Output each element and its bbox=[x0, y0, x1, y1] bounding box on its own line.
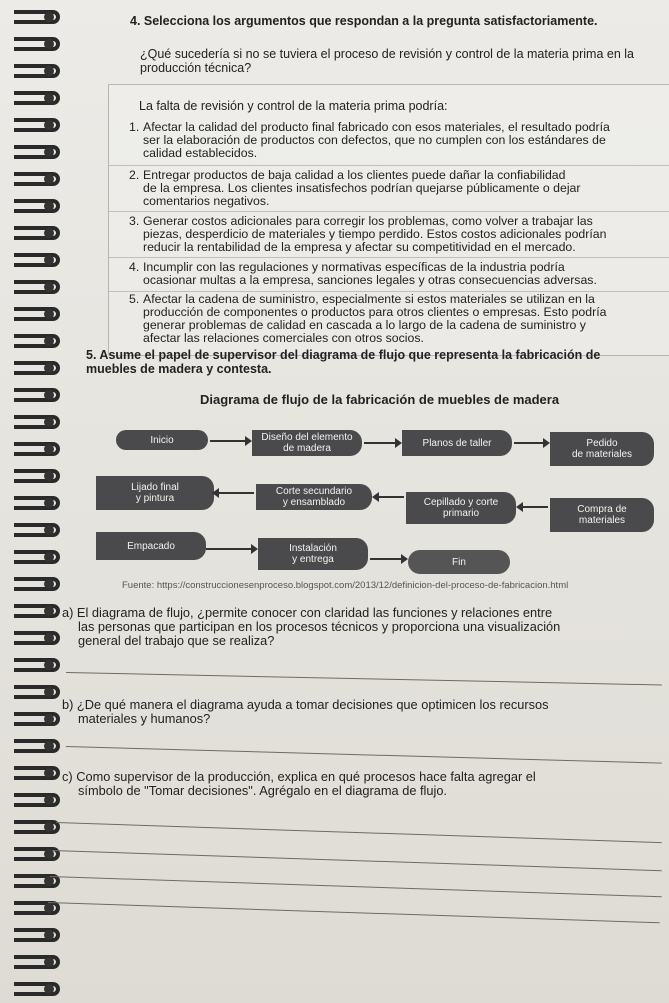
binding-hole bbox=[44, 822, 54, 832]
argument-number: 2. bbox=[129, 168, 140, 182]
arrow bbox=[210, 440, 250, 442]
node-label: primario bbox=[442, 508, 480, 519]
question-5-line: muebles de madera y contesta. bbox=[86, 362, 272, 376]
binding-hole bbox=[44, 39, 54, 49]
node-instalacion[interactable] bbox=[258, 538, 368, 570]
argument-line: Generar costos adicionales para corregir los problemas, como volver a trabajar las bbox=[143, 214, 593, 228]
argument-line: Afectar la cadena de suministro, especialmente si estos materiales se utilizan en la bbox=[143, 292, 595, 306]
binding-hole bbox=[44, 633, 54, 643]
node-label: Instalación bbox=[289, 543, 337, 554]
answer-line[interactable] bbox=[66, 672, 662, 685]
arrow bbox=[374, 496, 404, 498]
arrow bbox=[518, 506, 548, 508]
argument-line: de la empresa. Los clientes insatisfechos podrían quejarse públicamente o dejar bbox=[143, 181, 581, 195]
binding-hole bbox=[44, 12, 54, 22]
binding-hole bbox=[44, 147, 54, 157]
binding-hole bbox=[44, 201, 54, 211]
argument-number: 5. bbox=[129, 292, 140, 306]
argument-line: ser la elaboración de productos con defectos, que no cumplen con los estándares de bbox=[143, 133, 606, 147]
argument-line: ocasionar multas a la empresa, sanciones legales y otras consecuencias adversas. bbox=[143, 273, 597, 287]
argument-line: afectar las relaciones comerciales con otros socios. bbox=[143, 331, 424, 345]
binding-hole bbox=[44, 714, 54, 724]
node-fin[interactable] bbox=[408, 550, 510, 574]
node-label: Planos de taller bbox=[422, 437, 492, 449]
argument-line: Entregar productos de baja calidad a los clientes puede dañar la confiabilidad bbox=[143, 168, 566, 182]
argument-item[interactable] bbox=[129, 169, 649, 208]
node-cepillado[interactable] bbox=[406, 492, 516, 524]
argument-item[interactable] bbox=[129, 261, 649, 287]
row-divider bbox=[109, 165, 669, 166]
binding-hole bbox=[44, 93, 54, 103]
binding-hole bbox=[44, 282, 54, 292]
binding-hole bbox=[44, 660, 54, 670]
answer-line[interactable] bbox=[50, 876, 662, 897]
binding-hole bbox=[44, 309, 54, 319]
binding-hole bbox=[44, 552, 54, 562]
question-c-line: c) Como supervisor de la producción, explica en qué procesos hace falta agregar el bbox=[62, 769, 536, 784]
question-a-line: a) El diagrama de flujo, ¿permite conocer con claridad las funciones y relaciones entre bbox=[62, 605, 553, 620]
question-c-line: símbolo de "Tomar decisiones". Agrégalo en el diagrama de flujo. bbox=[78, 783, 448, 798]
node-corte-secundario[interactable] bbox=[256, 484, 372, 510]
binding-hole bbox=[44, 120, 54, 130]
question-a-line: las personas que participan en los procesos técnicos y proporciona una visualización bbox=[78, 619, 561, 634]
answer-line[interactable] bbox=[56, 822, 662, 843]
node-label: de materiales bbox=[571, 449, 633, 460]
spiral-binding bbox=[0, 0, 62, 1003]
binding-hole bbox=[44, 930, 54, 940]
argument-item[interactable] bbox=[129, 121, 649, 160]
node-label: y ensamblado bbox=[282, 497, 346, 508]
binding-hole bbox=[44, 768, 54, 778]
node-label: Inicio bbox=[150, 434, 174, 446]
question-5-line: 5. Asume el papel de supervisor del diagrama de flujo que representa la fabricación de bbox=[86, 348, 601, 362]
question-c bbox=[62, 770, 536, 798]
question-b-line: b) ¿De qué manera el diagrama ayuda a tomar decisiones que optimicen los recursos bbox=[62, 697, 549, 712]
binding-hole bbox=[44, 66, 54, 76]
question-b bbox=[62, 698, 549, 726]
binding-hole bbox=[44, 255, 54, 265]
question-a bbox=[62, 606, 560, 648]
node-empacado[interactable] bbox=[96, 532, 206, 560]
argument-line: producción de componentes o productos para otros clientes o empresas. Esto podría bbox=[143, 305, 607, 319]
binding-hole bbox=[44, 336, 54, 346]
binding-hole bbox=[44, 795, 54, 805]
binding-hole bbox=[44, 363, 54, 373]
question-5 bbox=[86, 348, 646, 376]
question-a-line: general del trabajo que se realiza? bbox=[78, 633, 275, 648]
arrow bbox=[364, 442, 400, 444]
node-label: materiales bbox=[578, 515, 626, 526]
flow-diagram bbox=[88, 392, 668, 592]
answer-line[interactable] bbox=[66, 746, 662, 764]
node-label: Corte secundario bbox=[275, 486, 353, 497]
node-label: Pedido bbox=[586, 438, 618, 449]
row-divider bbox=[109, 257, 669, 258]
argument-line: comentarios negativos. bbox=[143, 194, 270, 208]
node-diseno[interactable] bbox=[252, 430, 362, 456]
binding-hole bbox=[44, 957, 54, 967]
node-label: Diseño del elemento bbox=[261, 432, 353, 443]
binding-hole bbox=[44, 579, 54, 589]
prompt-line: ¿Qué sucedería si no se tuviera el proceso de revisión y control de la materia prima en la bbox=[140, 47, 634, 61]
arrow bbox=[206, 548, 256, 550]
binding-hole bbox=[44, 498, 54, 508]
source-citation: Fuente: https://construccionesenproceso.blogspot.com/2013/12/definicion-del-proceso-de-fabricacion.html bbox=[122, 580, 569, 591]
arrow bbox=[370, 558, 406, 560]
binding-hole bbox=[44, 687, 54, 697]
argument-line: Incumplir con las regulaciones y normativas específicas de la industria podría bbox=[143, 260, 565, 274]
prompt-line: producción técnica? bbox=[140, 61, 252, 75]
node-label: de madera bbox=[283, 443, 331, 454]
node-inicio[interactable] bbox=[116, 430, 208, 450]
binding-hole bbox=[44, 903, 54, 913]
binding-hole bbox=[44, 444, 54, 454]
node-label: y pintura bbox=[135, 493, 175, 504]
binding-hole bbox=[44, 525, 54, 535]
table-intro: La falta de revisión y control de la materia prima podría: bbox=[139, 99, 448, 113]
node-label: y entrega bbox=[292, 554, 334, 565]
node-lijado[interactable] bbox=[96, 476, 214, 510]
node-pedido[interactable] bbox=[550, 432, 654, 466]
node-label: Fin bbox=[452, 556, 466, 568]
node-label: Cepillado y corte bbox=[423, 497, 499, 508]
binding-hole bbox=[44, 984, 54, 994]
question-b-line: materiales y humanos? bbox=[78, 711, 211, 726]
answer-line[interactable] bbox=[48, 902, 660, 923]
binding-hole bbox=[44, 174, 54, 184]
argument-number: 3. bbox=[129, 214, 140, 228]
node-planos[interactable] bbox=[402, 430, 512, 456]
arrow bbox=[514, 442, 548, 444]
binding-hole bbox=[44, 417, 54, 427]
diagram-title: Diagrama de flujo de la fabricación de muebles de madera bbox=[200, 392, 560, 407]
row-divider bbox=[109, 211, 669, 212]
argument-number: 4. bbox=[129, 260, 140, 274]
argument-line: piezas, desperdicio de materiales y tiempo perdido. Estos costos adicionales podrían bbox=[143, 227, 607, 241]
arguments-table bbox=[108, 84, 669, 356]
node-compra[interactable] bbox=[550, 498, 654, 532]
argument-item[interactable] bbox=[129, 293, 649, 345]
binding-hole bbox=[44, 876, 54, 886]
node-label: Compra de bbox=[577, 504, 627, 515]
node-label: Lijado final bbox=[131, 482, 179, 493]
argument-line: generar problemas de calidad en cascada a lo largo de la cadena de suministro y bbox=[143, 318, 586, 332]
answer-line[interactable] bbox=[52, 850, 662, 871]
question-4-title: 4. Selecciona los argumentos que respondan a la pregunta satisfactoriamente. bbox=[130, 14, 598, 28]
binding-hole bbox=[44, 471, 54, 481]
argument-line: calidad establecidos. bbox=[143, 146, 258, 160]
binding-hole bbox=[44, 741, 54, 751]
arrow bbox=[214, 492, 254, 494]
node-label: Empacado bbox=[127, 540, 175, 552]
binding-hole bbox=[44, 228, 54, 238]
question-4-prompt bbox=[140, 47, 660, 75]
argument-line: Afectar la calidad del producto final fabricado con esos materiales, el resultado podría bbox=[143, 120, 610, 134]
argument-number: 1. bbox=[129, 120, 140, 134]
argument-line: reducir la rentabilidad de la empresa y afectar su competitividad en el mercado. bbox=[143, 240, 576, 254]
binding-hole bbox=[44, 390, 54, 400]
argument-item[interactable] bbox=[129, 215, 649, 254]
binding-hole bbox=[44, 606, 54, 616]
